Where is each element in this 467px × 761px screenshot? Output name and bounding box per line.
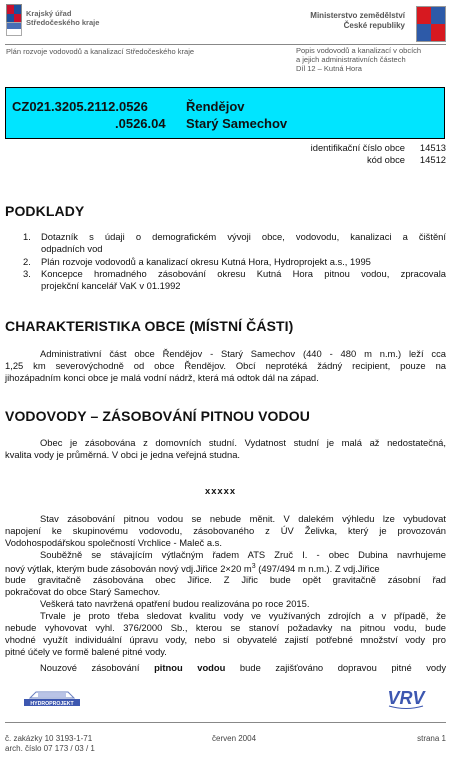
paragraph-line: pokračovat do obce Starý Samechov. [5,586,161,597]
list-item-number: 2. [23,256,31,267]
list-item-continuation: projekční kancelář VaK v 01.1992 [41,280,181,291]
id-label: identifikační číslo obce [310,142,405,153]
paragraph-line: jihozápadním konci obce je malá vodní nádrž, která má odtok dál na západ. [5,372,319,383]
archive-number: arch. číslo 07 173 / 03 / 1 [5,744,95,753]
svg-text:HYDROPROJEKT: HYDROPROJEKT [30,700,74,707]
paragraph-line: Obec je zásobována z domovních studní. Vydatnost studní je malá až nedostatečná, [40,437,446,448]
code-value: 14512 [419,154,446,165]
list-item: Koncepce hromadného zásobování okresu Kutná Hora pitnou vodou, zpracovala [41,268,446,279]
region-crest-icon [6,4,22,23]
right-header-subtitle: Popis vodovodů a kanalizací v obcích a jejich administrativních částech Díl 12 – Kutná Hora [296,46,422,73]
list-item: Plán rozvoje vodovodů a kanalizací okresu Kutná Hora, Hydroprojekt a.s., 1995 [41,256,371,267]
vodovody-heading: VODOVODY – ZÁSOBOVÁNÍ PITNOU VODOU [5,408,310,424]
paragraph-line: nebude vyhovovat vyhl. 376/2000 Sb., kterou se stanoví požadavky na pitnou vodu, bude [5,622,446,633]
paragraph-line: Vodohospodářskou společností Vrchlice - Maleč a.s. [5,537,222,548]
paragraph-line: pitné účely ve formě balené pitné vody. [5,646,167,657]
hydroprojekt-logo-icon [22,688,82,710]
municipality-code: CZ021.3205.2112.0526 [12,99,148,114]
charakteristika-heading: CHARAKTERISTIKA OBCE (MÍSTNÍ ČÁSTI) [5,318,294,334]
paragraph-line: kvalita vody je průměrná. V obci je jedna veřejná studna. [5,449,241,460]
paragraph-line: bude gravitačně zásobována obec Jiřice. Z Jiřic bude opět gravitačně zásobní řad [5,574,446,585]
code-label: kód obce [366,154,405,165]
paragraph-line: Trvale je proto třeba sledovat kvalitu vody ve využívaných zdrojích a v případě, že [40,610,446,621]
municipality-name: Řendějov [186,99,245,114]
paragraph-line: Souběžně se stávajícím výtlačným řadem ATS Zruč I. - obec Dubina navrhujeme [40,549,446,560]
paragraph-line: Nouzové zásobování pitnou vodou bude zajišťováno dopravou pitné vody [40,662,447,673]
order-number: č. zakázky 10 3193-1-71 [5,734,93,743]
part-name: Starý Samechov [186,116,288,131]
paragraph-line: vhodné využít individuální úpravu vody, nebo si obyvatelé zajistí potřebné množství vody pro [5,634,446,645]
list-item: Dotazník s údaji o demografickém vývoji obce, vodovodu, kanalizaci a čištění [41,231,446,242]
list-item-continuation: odpadních vod [41,243,103,254]
header-divider [5,44,446,45]
page-number: strana 1 [417,734,446,743]
part-code: .0526.04 [115,116,166,131]
region-emblem-icon [6,22,22,36]
left-header-subtitle: Plán rozvoje vodovodů a kanalizací Středočeského kraje [6,47,195,56]
paragraph-line: Administrativní část obce Řendějov - Starý Samechov (440 - 480 m n.m.) leží cca [40,348,446,359]
id-value: 14513 [419,142,446,153]
czech-coat-of-arms-icon [416,6,446,42]
list-item-number: 3. [23,268,31,279]
document-date: červen 2004 [212,734,257,743]
footer-divider [5,722,446,723]
paragraph-line: nový výtlak, kterým bude zásobován nový vdj.Jiřice 2×20 $m^3$ (497/494 m n.m.). Z vdj.Jiřice [5,563,380,575]
podklady-heading: PODKLADY [5,203,85,219]
paragraph-line: napojení ke skupinovému vodovodu, zásobovaného z ÚV Želivka, který je provozován [5,525,446,536]
left-header-title: Krajský úřad Středočeského kraje [26,9,100,27]
svg-text:VRV: VRV [387,688,425,708]
paragraph-line: Stav zásobování pitnou vodou se nebude měnit. V dalekém výhledu lze vybudovat [40,513,446,524]
vrv-logo-icon [385,684,427,710]
paragraph-line: 1,25 km severovýchodně od obce Řendějov. Obcí neprotéká žádný recipient, pouze na [5,360,446,371]
paragraph-line: Veškerá tato navržená opatření budou realizována po roce 2015. [40,598,310,609]
right-header-title: Ministerstvo zemědělství České republiky [310,11,405,30]
list-item-number: 1. [23,231,31,242]
section-separator: xxxxx [205,485,237,496]
